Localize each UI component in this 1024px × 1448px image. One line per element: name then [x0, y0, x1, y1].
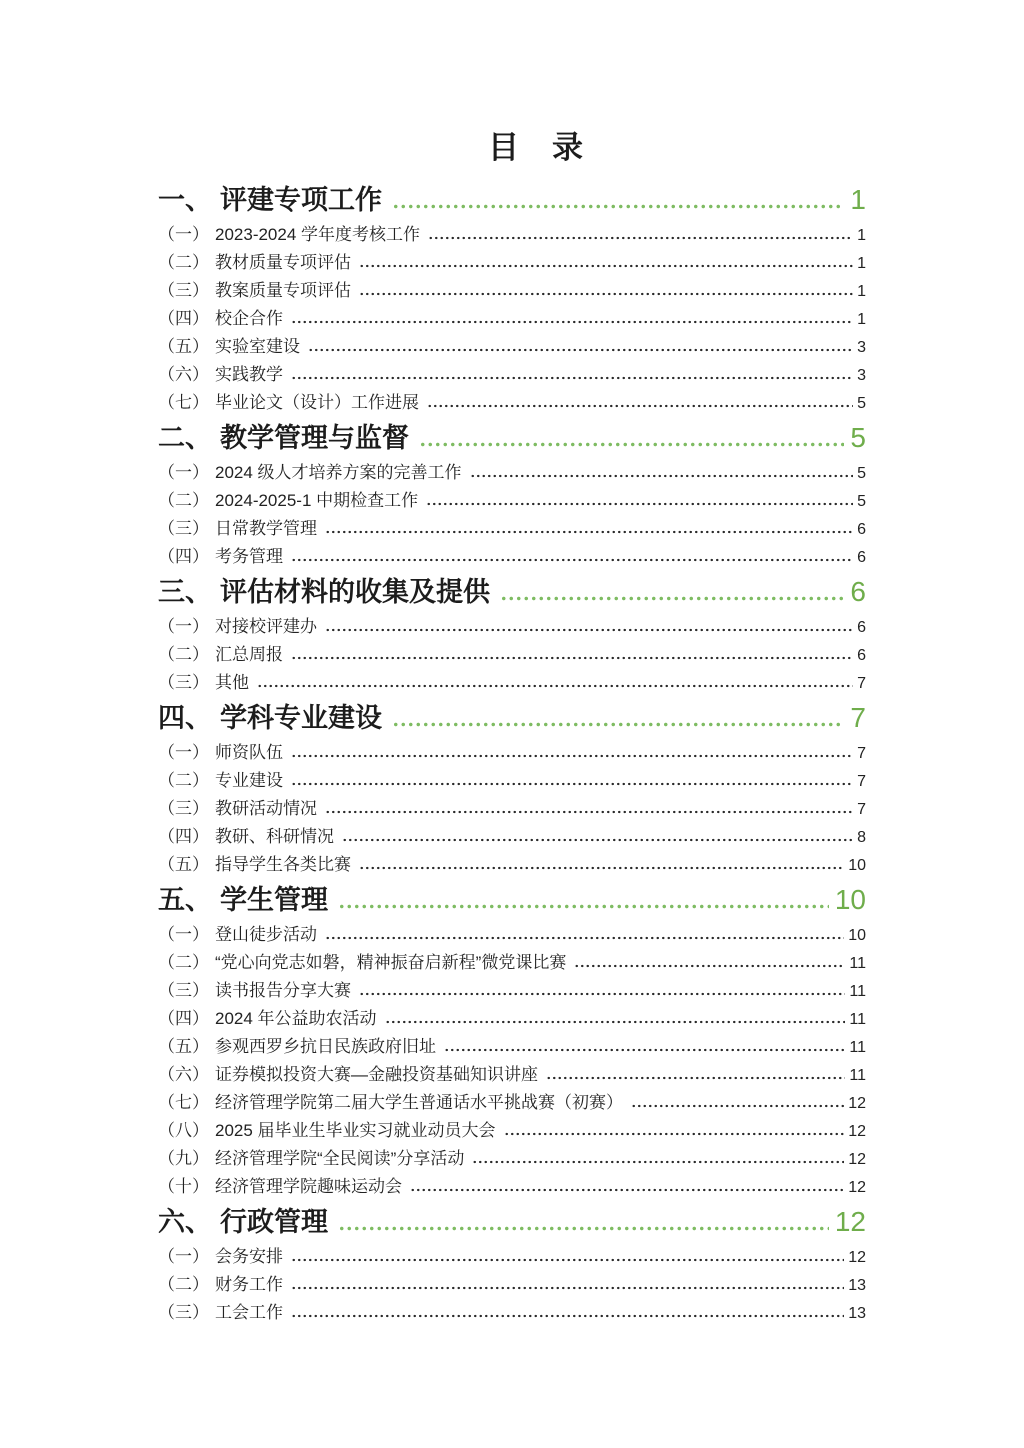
toc-entry-title: 教研活动情况 — [215, 799, 317, 818]
toc-entry — [158, 921, 866, 949]
toc-entry-page-number: 5 — [857, 395, 866, 412]
toc-entry-title: 教材质量专项评估 — [215, 253, 351, 272]
toc-entry-label: （三） — [158, 673, 209, 692]
toc-entry — [158, 221, 866, 249]
toc-entry — [158, 1271, 866, 1299]
toc-entry-title: 会务安排 — [215, 1247, 283, 1266]
toc-entry-page-number: 6 — [857, 549, 866, 566]
toc-entry-page-number: 1 — [857, 227, 866, 244]
toc-entry — [158, 767, 866, 795]
toc-section-label: 六、 — [158, 1207, 212, 1237]
toc-entry — [158, 487, 866, 515]
toc-entry-label: （三） — [158, 1303, 209, 1322]
toc-entry — [158, 669, 866, 697]
dot-leader — [410, 1188, 844, 1192]
toc-entry-page-number: 7 — [857, 745, 866, 762]
toc-section-title: 行政管理 — [220, 1207, 328, 1237]
dot-leader — [291, 1258, 844, 1262]
toc-entry-page-number: 12 — [848, 1123, 866, 1140]
dot-leader — [574, 964, 845, 968]
toc-entry-label: （六） — [158, 1065, 209, 1084]
toc-entry — [158, 389, 866, 417]
toc-entry-title: 汇总周报 — [215, 645, 283, 664]
toc-entry — [158, 333, 866, 361]
toc-entry-title: 参观西罗乡抗日民族政府旧址 — [215, 1037, 436, 1056]
toc-section-page-number: 10 — [834, 884, 866, 915]
toc-entry-page-number: 12 — [848, 1095, 866, 1112]
toc-entry-title: 证券模拟投资大赛—金融投资基础知识讲座 — [215, 1065, 538, 1084]
toc-entry-page-number: 13 — [848, 1305, 866, 1322]
dot-leader — [359, 992, 845, 996]
toc-section-title: 教学管理与监督 — [220, 423, 409, 453]
toc-entry-title: 实验室建设 — [215, 337, 300, 356]
toc-entry-page-number: 11 — [849, 1011, 866, 1028]
toc-entry-page-number: 1 — [857, 311, 866, 328]
toc-entry — [158, 1005, 866, 1033]
dot-leader — [426, 502, 853, 506]
dot-leader — [419, 442, 844, 447]
dot-leader — [291, 320, 853, 324]
toc-section-page-number: 7 — [850, 702, 866, 733]
toc-section-page-number: 12 — [834, 1206, 866, 1237]
toc-entry-page-number: 13 — [848, 1277, 866, 1294]
toc-entry-label: （八） — [158, 1121, 209, 1140]
toc-entry-label: （一） — [158, 1247, 209, 1266]
toc-entry-page-number: 10 — [848, 857, 866, 874]
toc-section-title: 评估材料的收集及提供 — [220, 577, 490, 607]
toc-entry — [158, 795, 866, 823]
toc-entry-label: （一） — [158, 743, 209, 762]
toc-entry-title: 经济管理学院第二届大学生普通话水平挑战赛（初赛） — [215, 1093, 623, 1112]
toc-section-label: 一、 — [158, 185, 212, 215]
toc-entry — [158, 949, 866, 977]
toc-section-heading — [158, 882, 866, 918]
dot-leader — [427, 404, 853, 408]
toc-entry-label: （四） — [158, 309, 209, 328]
toc-entry-page-number: 11 — [849, 955, 866, 972]
dot-leader — [291, 754, 853, 758]
toc-entry-title: 2025 届毕业生毕业实习就业动员大会 — [215, 1121, 496, 1140]
toc-section-title: 学生管理 — [220, 885, 328, 915]
dot-leader — [470, 474, 854, 478]
dot-leader — [392, 722, 844, 727]
toc-entry-label: （十） — [158, 1177, 209, 1196]
toc-entry-title: 财务工作 — [215, 1275, 283, 1294]
toc-entry-label: （二） — [158, 771, 209, 790]
dot-leader — [325, 936, 844, 940]
dot-leader — [546, 1076, 845, 1080]
toc-entry-page-number: 11 — [849, 1067, 866, 1084]
dot-leader — [500, 596, 844, 601]
toc-entry — [158, 459, 866, 487]
toc-entry-label: （二） — [158, 953, 209, 972]
toc-entry-label: （二） — [158, 253, 209, 272]
dot-leader — [291, 1314, 844, 1318]
toc-entry-title: 考务管理 — [215, 547, 283, 566]
toc-section-heading — [158, 182, 866, 218]
toc-entry — [158, 515, 866, 543]
toc-entry-title: 指导学生各类比赛 — [215, 855, 351, 874]
toc-entry-label: （二） — [158, 1275, 209, 1294]
dot-leader — [291, 656, 853, 660]
dot-leader — [291, 782, 853, 786]
dot-leader — [504, 1132, 845, 1136]
toc-entry-label: （二） — [158, 491, 209, 510]
toc-entry-label: （七） — [158, 393, 209, 412]
toc-section-heading — [158, 574, 866, 610]
toc-title: 目 录 — [488, 130, 584, 165]
toc-entry-page-number: 12 — [848, 1151, 866, 1168]
dot-leader — [325, 810, 853, 814]
dot-leader — [428, 236, 853, 240]
toc-entry — [158, 823, 866, 851]
toc-entry-page-number: 11 — [849, 983, 866, 1000]
dot-leader — [385, 1020, 846, 1024]
toc-entry-title: 登山徒步活动 — [215, 925, 317, 944]
toc-entry-label: （五） — [158, 855, 209, 874]
dot-leader — [472, 1160, 844, 1164]
toc-entry-page-number: 7 — [857, 675, 866, 692]
dot-leader — [359, 866, 844, 870]
toc-entry — [158, 1299, 866, 1327]
toc-section-heading — [158, 700, 866, 736]
toc-section-page-number: 5 — [850, 422, 866, 453]
toc-entry — [158, 361, 866, 389]
toc-entry-page-number: 7 — [857, 773, 866, 790]
toc-entry-page-number: 5 — [857, 465, 866, 482]
toc-entry-label: （四） — [158, 827, 209, 846]
toc-entry-title: 教研、科研情况 — [215, 827, 334, 846]
toc-entry-title: 毕业论文（设计）工作进展 — [215, 393, 419, 412]
toc-entry-page-number: 3 — [857, 367, 866, 384]
toc-entry-title: 2024 级人才培养方案的完善工作 — [215, 463, 462, 482]
toc-entry-title: 2023-2024 学年度考核工作 — [215, 225, 421, 244]
toc-section-label: 三、 — [158, 577, 212, 607]
dot-leader — [291, 558, 853, 562]
toc-entry-label: （五） — [158, 337, 209, 356]
toc-entry — [158, 613, 866, 641]
toc-entry-label: （一） — [158, 463, 209, 482]
toc-entry-page-number: 10 — [848, 927, 866, 944]
dot-leader — [359, 264, 853, 268]
dot-leader — [325, 530, 853, 534]
dot-leader — [342, 838, 853, 842]
toc-entry — [158, 1061, 866, 1089]
toc-entry — [158, 1243, 866, 1271]
toc-entry-label: （一） — [158, 225, 209, 244]
toc-entry-page-number: 1 — [857, 283, 866, 300]
toc-entry-label: （一） — [158, 617, 209, 636]
toc-entry-title: 校企合作 — [215, 309, 283, 328]
toc-section-label: 五、 — [158, 885, 212, 915]
toc-entry — [158, 1145, 866, 1173]
toc-entry-title: 日常教学管理 — [215, 519, 317, 538]
toc-entry-page-number: 5 — [857, 493, 866, 510]
dot-leader — [308, 348, 853, 352]
toc-entry-page-number: 3 — [857, 339, 866, 356]
toc-entry-title: 工会工作 — [215, 1303, 283, 1322]
toc-entry-page-number: 8 — [857, 829, 866, 846]
toc-entry — [158, 305, 866, 333]
toc-section-title: 评建专项工作 — [220, 185, 382, 215]
toc-entry — [158, 1033, 866, 1061]
toc-entry-label: （三） — [158, 799, 209, 818]
toc-section-heading — [158, 420, 866, 456]
toc-entry-label: （九） — [158, 1149, 209, 1168]
toc-entry-label: （六） — [158, 365, 209, 384]
toc-entry — [158, 277, 866, 305]
toc-entry — [158, 641, 866, 669]
dot-leader — [338, 904, 829, 909]
toc-entry — [158, 1089, 866, 1117]
dot-leader — [392, 204, 844, 209]
toc-entry-page-number: 11 — [849, 1039, 866, 1056]
toc-entry-label: （五） — [158, 1037, 209, 1056]
toc-entry — [158, 543, 866, 571]
toc-section-title: 学科专业建设 — [220, 703, 382, 733]
toc-entry-page-number: 12 — [848, 1179, 866, 1196]
toc-entry-title: 其他 — [215, 673, 249, 692]
dot-leader — [325, 628, 853, 632]
toc-section-label: 二、 — [158, 423, 212, 453]
toc-section-page-number: 1 — [850, 184, 866, 215]
toc-entry-title: 2024 年公益助农活动 — [215, 1009, 377, 1028]
toc-entry-page-number: 6 — [857, 619, 866, 636]
dot-leader — [444, 1048, 845, 1052]
toc-entry-page-number: 6 — [857, 521, 866, 538]
toc-section-heading — [158, 1204, 866, 1240]
toc-entry-title: 师资队伍 — [215, 743, 283, 762]
toc-entry-page-number: 7 — [857, 801, 866, 818]
toc-entry-label: （三） — [158, 281, 209, 300]
toc-entry — [158, 739, 866, 767]
toc-entry — [158, 977, 866, 1005]
dot-leader — [291, 1286, 844, 1290]
dot-leader — [291, 376, 853, 380]
dot-leader — [338, 1226, 829, 1231]
toc-section-page-number: 6 — [850, 576, 866, 607]
toc-entry — [158, 851, 866, 879]
toc-entry-title: 经济管理学院趣味运动会 — [215, 1177, 402, 1196]
toc-entry-title: 专业建设 — [215, 771, 283, 790]
toc-entry-label: （七） — [158, 1093, 209, 1112]
toc-entry-title: 教案质量专项评估 — [215, 281, 351, 300]
toc-entry-title: 经济管理学院“全民阅读”分享活动 — [215, 1149, 465, 1168]
toc-content — [158, 128, 866, 1327]
toc-entry-label: （一） — [158, 925, 209, 944]
toc-entry-title: 对接校评建办 — [215, 617, 317, 636]
toc-entry-title: “党心向党志如磐，精神振奋启新程”微党课比赛 — [215, 953, 567, 972]
dot-leader — [359, 292, 853, 296]
toc-section-label: 四、 — [158, 703, 212, 733]
toc-entry-title: 实践教学 — [215, 365, 283, 384]
toc-entry-label: （三） — [158, 981, 209, 1000]
toc-entry-title: 2024-2025-1 中期检查工作 — [215, 491, 419, 510]
toc-entry-title: 读书报告分享大赛 — [215, 981, 351, 1000]
dot-leader — [257, 684, 853, 688]
toc-entry — [158, 249, 866, 277]
toc-entry-label: （三） — [158, 519, 209, 538]
toc-entry-page-number: 1 — [857, 255, 866, 272]
toc-entry-page-number: 12 — [848, 1249, 866, 1266]
toc-entry-page-number: 6 — [857, 647, 866, 664]
toc-entry-label: （二） — [158, 645, 209, 664]
toc-entry-label: （四） — [158, 547, 209, 566]
toc-entry — [158, 1117, 866, 1145]
toc-entry-label: （四） — [158, 1009, 209, 1028]
toc-entry — [158, 1173, 866, 1201]
dot-leader — [631, 1104, 844, 1108]
